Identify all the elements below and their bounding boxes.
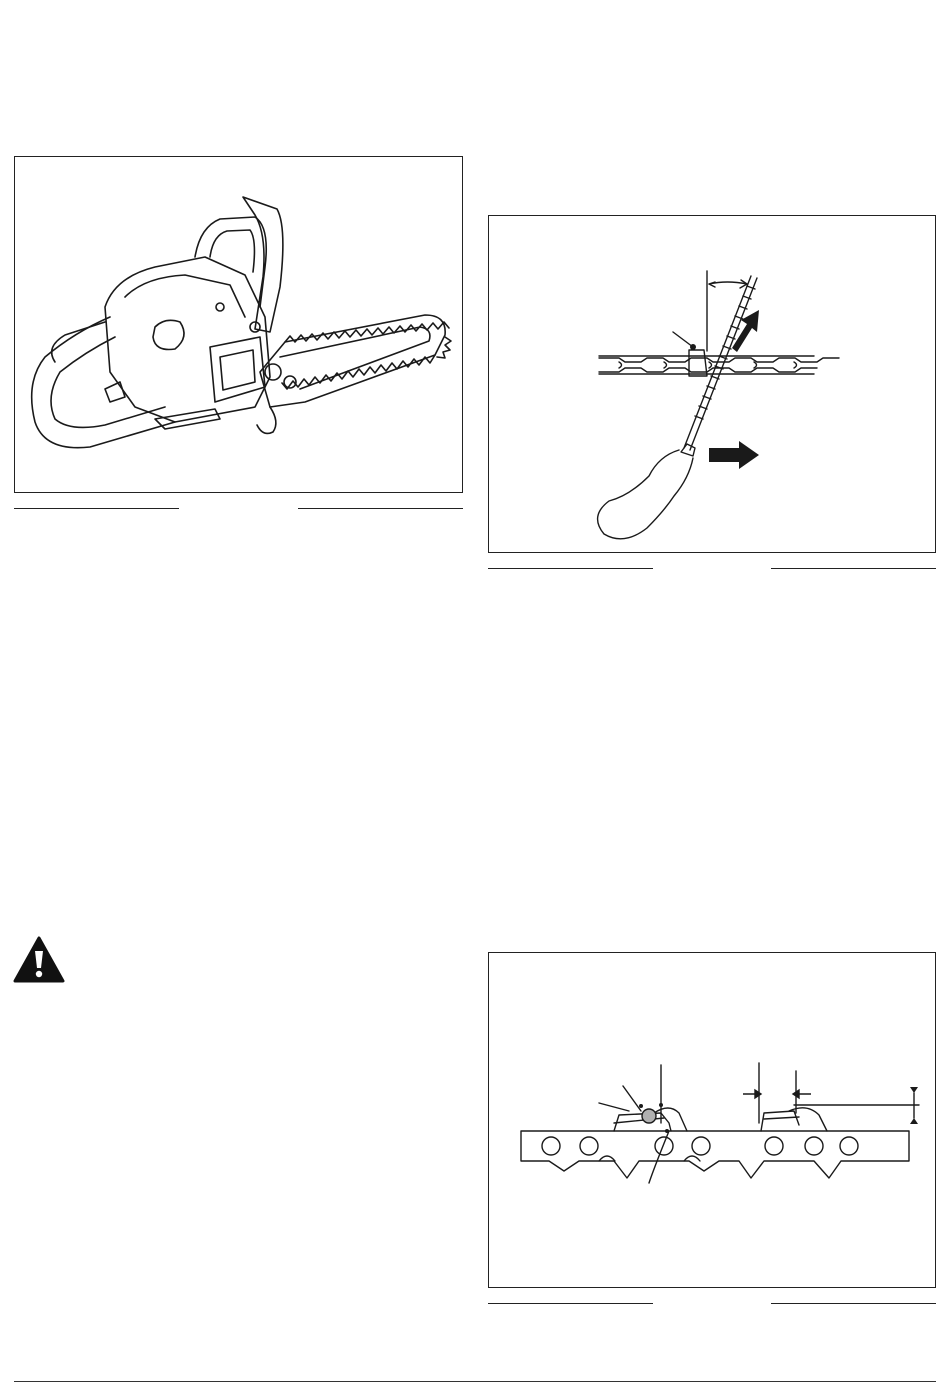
warning-triangle-icon xyxy=(13,936,65,984)
caption-rule-left xyxy=(14,508,179,509)
figure-depth-gauge-frame xyxy=(488,952,936,1288)
figure-sharpening-frame xyxy=(488,215,936,553)
figure-chainsaw-frame xyxy=(14,156,463,493)
chainsaw-illustration xyxy=(15,157,464,494)
caption-rule-left xyxy=(488,1303,653,1304)
caption-rule-right xyxy=(298,508,463,509)
chain-cutter-depth-diagram xyxy=(489,953,937,1289)
caption-rule-left xyxy=(488,568,653,569)
caption-rule-right xyxy=(771,568,936,569)
round-file-sharpening-diagram xyxy=(489,216,937,554)
caption-rule-right xyxy=(771,1303,936,1304)
page-footer-rule xyxy=(14,1381,936,1382)
